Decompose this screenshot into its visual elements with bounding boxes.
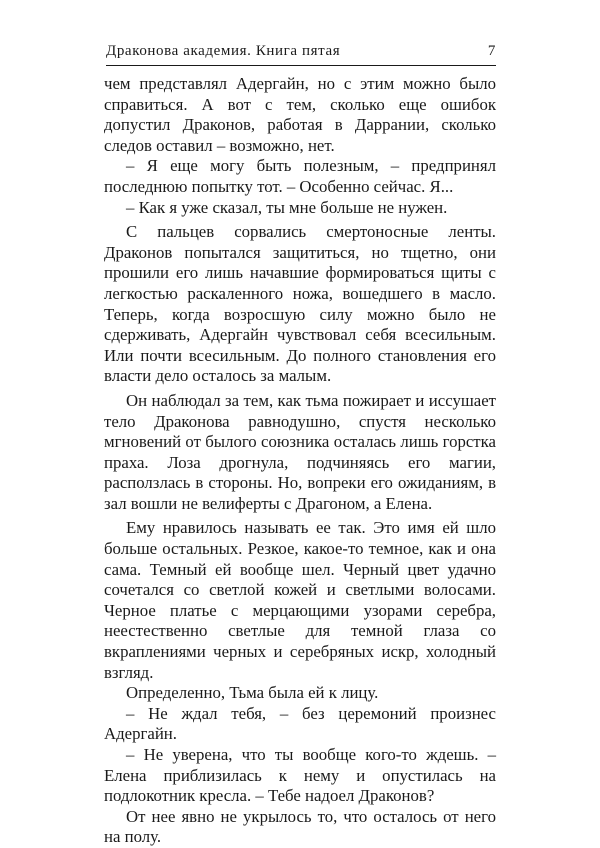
paragraph: – Как я уже сказал, ты мне больше не нужен. [126,197,448,217]
page-number: 7 [487,43,496,59]
running-header [106,36,496,66]
paragraph: Он наблюдал за тем, как тьма пожирает и иссушает тело Драконова равнодушно, спустя несколько мгновений от былого союзника осталась лишь горстка праха. Лоза дрогнула, подчиняясь его магии, расползлась в стороны. Но, вопреки его ожиданиям, в зал вошли не велиферты с Драгоном, а Елена. [104,390,496,513]
paragraph: чем представлял Адергайн, но с этим можно было справиться. А вот с тем, сколько еще ошибок допустил Драконов, работая в Даррании, сколько следов оставил – возможно, нет. [104,74,496,155]
paragraph: От нее явно не укрылось то, что осталось от него на полу. [104,806,496,847]
paragraph: – Я еще могу быть полезным, – предпринял последнюю попытку тот. – Особенно сейчас. Я... [104,156,496,196]
paragraph: Определенно, Тьма была ей к лицу. [126,683,379,703]
running-header-title: Драконова академия. Книга пятая [106,43,341,59]
paragraph: С пальцев сорвались смертоносные ленты. Драконов попытался защититься, но тщетно, они прошили его лишь начавшие формироваться щиты с легкостью раскаленного ножа, вошедшего в масло. Теперь, когда возросшую силу можно было не сдерживать, Адергайн чувствовал себя всесильным. Или почти всесильным. До полного становления его власти дело осталось за малым. [104,222,496,386]
paragraph: – Не уверена, что ты вообще кого-то ждешь. – Елена приблизилась к нему и опустилась на подлокотник кресла. – Тебе надоел Драконов? [104,745,496,806]
body-text [104,74,496,848]
paragraph: – Не ждал тебя, – без церемоний произнес Адергайн. [104,703,496,744]
paragraph: Ему нравилось называть ее так. Это имя ей шло больше остальных. Резкое, какое-то темное, как и она сама. Темный ей вообще шел. Черный цвет удачно сочетался со светлой кожей и светлыми волосами. Черное платье с мерцающими узорами серебра, неестественно светлые для темной глаза со вкраплениями черных и серебряных искр, холодный взгляд. [104,518,496,682]
